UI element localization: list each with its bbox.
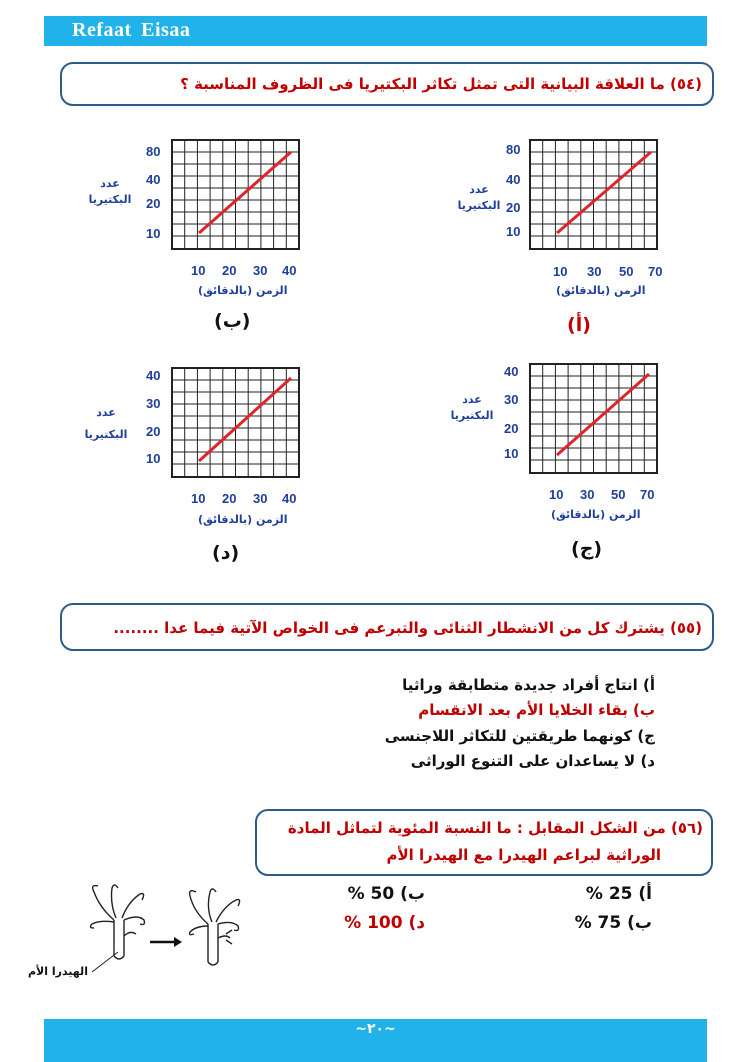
q56-answer-c[interactable]: ب) 75 % bbox=[574, 913, 652, 933]
graph-grid bbox=[172, 368, 299, 477]
y-tick: 20 bbox=[504, 421, 519, 436]
x-tick: 70 bbox=[648, 264, 663, 279]
y-tick: 40 bbox=[504, 364, 519, 379]
x-tick: 10 bbox=[191, 491, 206, 506]
question-54-text: (٥٤) ما العلاقة البيانية التى تمثل تكاثر البكتيريا فى الظروف المناسبة ؟ bbox=[180, 75, 702, 93]
x-tick: 40 bbox=[282, 491, 297, 506]
x-axis-label: الزمن (بالدقائق) bbox=[198, 284, 288, 297]
question-56-box bbox=[255, 809, 713, 876]
y-tick: 40 bbox=[146, 368, 161, 383]
q56-answer-d[interactable]: د) 100 % bbox=[344, 913, 425, 933]
hydra-mother-label: الهيدرا الأم bbox=[28, 965, 88, 978]
page-header-bar bbox=[44, 16, 707, 46]
y-tick: 10 bbox=[504, 446, 519, 461]
x-tick: 10 bbox=[553, 264, 568, 279]
page-footer-bar bbox=[44, 1019, 707, 1062]
question-56-line2: الوراثية لبراعم الهيدرا مع الهيدرا الأم bbox=[386, 846, 661, 864]
y-axis-label: عدد البكتيريا bbox=[457, 183, 501, 212]
y-axis-label: عدد البكتيريا bbox=[84, 406, 128, 441]
graph-c-grid bbox=[529, 363, 669, 479]
y-tick: 40 bbox=[146, 172, 161, 187]
question-55-box bbox=[60, 603, 714, 651]
graph-b-grid bbox=[171, 139, 311, 255]
y-axis-label: عدد البكتيريا bbox=[88, 177, 132, 206]
y-tick: 30 bbox=[504, 392, 519, 407]
q55-option-d[interactable]: د) لا يساعدان على التنوع الوراثى bbox=[410, 752, 655, 770]
y-tick: 10 bbox=[506, 224, 521, 239]
graph-a-grid bbox=[529, 139, 669, 255]
y-axis-label: عدد البكتيريا bbox=[450, 393, 494, 422]
page-number: ~٢٠~ bbox=[355, 1021, 396, 1037]
x-axis-label: الزمن (بالدقائق) bbox=[198, 513, 288, 526]
y-tick: 10 bbox=[146, 451, 161, 466]
y-tick: 80 bbox=[146, 144, 161, 159]
x-tick: 30 bbox=[253, 263, 268, 278]
q55-option-b[interactable]: ب) بقاء الخلايا الأم بعد الانقسام bbox=[418, 701, 655, 719]
x-axis-label: الزمن (بالدقائق) bbox=[551, 508, 641, 521]
q55-option-a[interactable]: أ) انتاج أفراد جديدة متطابقة وراثيا bbox=[402, 676, 655, 694]
x-tick: 20 bbox=[222, 263, 237, 278]
x-tick: 70 bbox=[640, 487, 655, 502]
question-56-line1: (٥٦) من الشكل المقابل : ما النسبة المئوية لتماثل المادة bbox=[287, 819, 703, 837]
author-name: Refaat Eisaa bbox=[72, 19, 191, 41]
growth-line bbox=[199, 378, 291, 461]
hydra-budding-figure bbox=[70, 880, 270, 980]
y-tick: 20 bbox=[146, 424, 161, 439]
x-tick: 30 bbox=[253, 491, 268, 506]
hydra-mother-drawing bbox=[90, 885, 144, 959]
y-tick: 40 bbox=[506, 172, 521, 187]
graph-b-label: (ب) bbox=[214, 310, 251, 332]
hydra-bud-drawing bbox=[190, 889, 240, 965]
y-tick: 80 bbox=[506, 142, 521, 157]
question-55-text: (٥٥) يشترك كل من الانشطار الثنائى والتبرعم فى الخواص الآتية فيما عدا ........ bbox=[113, 619, 702, 637]
q56-answer-a[interactable]: أ) 25 % bbox=[585, 884, 652, 904]
question-54-box bbox=[60, 62, 714, 106]
x-tick: 20 bbox=[222, 491, 237, 506]
y-tick: 20 bbox=[506, 200, 521, 215]
x-tick: 30 bbox=[580, 487, 595, 502]
graph-grid bbox=[172, 140, 299, 249]
y-tick: 30 bbox=[146, 396, 161, 411]
x-axis-label: الزمن (بالدقائق) bbox=[556, 284, 646, 297]
x-tick: 50 bbox=[619, 264, 634, 279]
x-tick: 50 bbox=[611, 487, 626, 502]
q55-option-c[interactable]: ج) كونهما طريقتين للتكاثر اللاجنسى bbox=[384, 727, 655, 745]
x-tick: 10 bbox=[191, 263, 206, 278]
y-tick: 10 bbox=[146, 226, 161, 241]
y-tick: 20 bbox=[146, 196, 161, 211]
graph-c-label: (ج) bbox=[571, 538, 603, 560]
growth-line bbox=[557, 374, 649, 455]
graph-grid bbox=[530, 140, 657, 249]
graph-a-label: (أ) bbox=[567, 314, 591, 336]
x-tick: 10 bbox=[549, 487, 564, 502]
graph-grid bbox=[530, 364, 657, 473]
q56-answer-b[interactable]: ب) 50 % bbox=[347, 884, 425, 904]
x-tick: 40 bbox=[282, 263, 297, 278]
graph-d-grid bbox=[171, 367, 311, 483]
x-tick: 30 bbox=[587, 264, 602, 279]
graph-d-label: (د) bbox=[212, 542, 240, 564]
